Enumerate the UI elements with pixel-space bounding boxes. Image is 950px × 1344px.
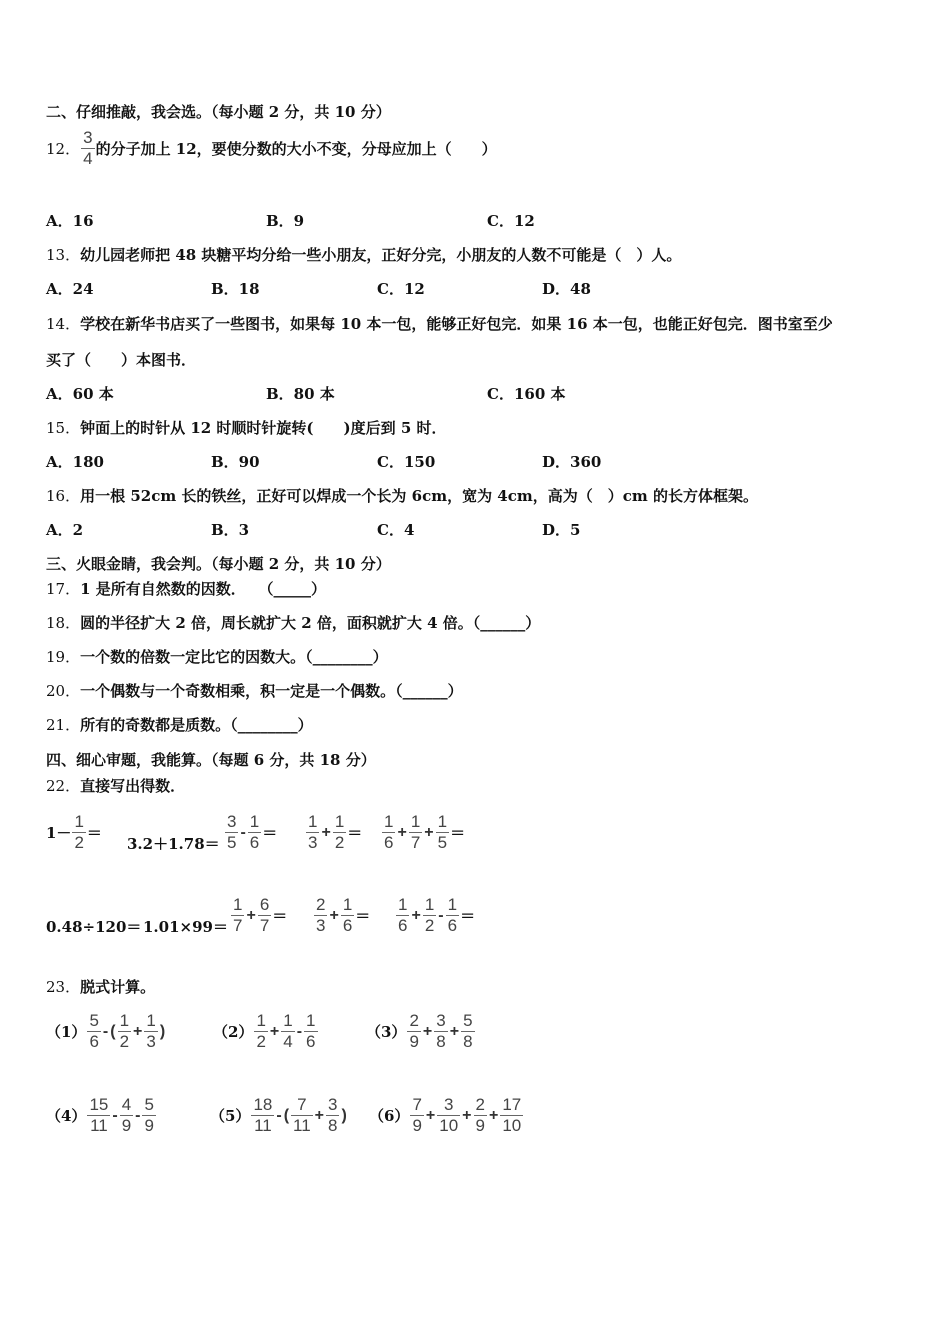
question-text: 脱式计算。: [80, 978, 156, 996]
question-number: 17．: [46, 580, 81, 598]
section-4-heading: 四、细心审题，我能算。（每题 6 分，共 18 分）: [46, 751, 376, 769]
option-d[interactable]: D．360: [542, 453, 602, 471]
option-d[interactable]: D．48: [542, 280, 591, 298]
calc-item-5: （5） $\frac{18}{11}$ - ( $\frac{7}{11}$ + $\frac{3}{8}$ ): [210, 1095, 347, 1135]
question-14: [46, 314, 833, 334]
section-2-heading: 二、仔细推敲，我会选。（每小题 2 分，共 10 分）: [46, 103, 391, 121]
question-text: 的分子加上 12，要使分数的大小不变，分母应加上（ ）: [95, 140, 497, 158]
option-c[interactable]: C．12: [487, 212, 535, 230]
expression-2-3: $\frac{1}{7}$ + $\frac{6}{7}$ ＝: [233, 895, 288, 935]
calc-item-3: （3） $\frac{2}{9}$ + $\frac{3}{8}$ + $\frac{5}{8}$: [366, 1011, 473, 1051]
question-text: 圆的半径扩大 2 倍，周长就扩大 2 倍，面积就扩大 4 倍。（______）: [80, 614, 541, 632]
question-number: 15．: [46, 419, 81, 437]
question-number: 20．: [46, 682, 81, 700]
expression-2-4: $\frac{2}{3}$ + $\frac{1}{6}$ ＝: [316, 895, 371, 935]
calc-item-1: （1） $\frac{5}{6}$ - ( $\frac{1}{2}$ + $\frac{1}{3}$ ): [46, 1011, 166, 1051]
question-number: 13．: [46, 246, 81, 264]
option-a[interactable]: A．16: [46, 212, 94, 230]
option-b[interactable]: B．3: [211, 521, 250, 539]
calc-item-6: （6） $\frac{7}{9}$ + $\frac{3}{10}$ + $\frac{2}{9}$ + $\frac{17}{10}$: [369, 1095, 522, 1135]
option-a[interactable]: A．2: [46, 521, 84, 539]
question-22: [46, 776, 185, 796]
question-text: 直接写出得数．: [80, 777, 186, 795]
question-text: 所有的奇数都是质数。（________）: [80, 716, 313, 734]
question-text: 幼儿园老师把 48 块糖平均分给一些小朋友，正好分完，小朋友的人数不可能是（ ）人。: [80, 246, 682, 264]
question-13: [46, 245, 681, 265]
question-number: 23．: [46, 978, 81, 996]
option-b[interactable]: B．90: [211, 453, 260, 471]
option-a[interactable]: A．24: [46, 280, 94, 298]
option-a[interactable]: A．60 本: [46, 385, 114, 403]
option-b[interactable]: B．9: [266, 212, 305, 230]
option-c[interactable]: C．12: [377, 280, 425, 298]
question-14-line-2: 买了（ ）本图书．: [46, 351, 197, 369]
option-c[interactable]: C．4: [377, 521, 415, 539]
expression-1-2: 3.2＋1.78＝: [127, 835, 220, 853]
calc-item-2: （2） $\frac{1}{2}$ + $\frac{1}{4}$ - $\frac{1}{6}$: [213, 1011, 316, 1051]
question-text: 钟面上的时针从 12 时顺时针旋转( )度后到 5 时．: [80, 419, 447, 437]
question-text: 用一根 52cm 长的铁丝，正好可以焊成一个长为 6cm，宽为 4cm，高为（ ）cm 的长方体框架。: [80, 487, 758, 505]
option-d[interactable]: D．5: [542, 521, 581, 539]
question-number: 22．: [46, 777, 81, 795]
question-text: 一个偶数与一个奇数相乘，积一定是一个偶数。（______）: [80, 682, 463, 700]
question-text: 学校在新华书店买了一些图书，如果每 10 本一包，能够正好包完．如果 16 本一包，也能正好包完．图书室至少: [80, 315, 833, 333]
question-19: [46, 647, 388, 667]
question-number: 12．: [46, 140, 81, 158]
option-c[interactable]: C．160 本: [487, 385, 566, 403]
option-c[interactable]: C．150: [377, 453, 436, 471]
question-number: 14．: [46, 315, 81, 333]
expression-1-1: 1－ $\frac{1}{2}$ ＝: [46, 812, 102, 852]
question-18: [46, 613, 540, 633]
question-16: [46, 486, 758, 506]
option-b[interactable]: B．18: [211, 280, 260, 298]
calc-item-4: （4） $\frac{15}{11}$ - $\frac{4}{9}$ - $\frac{5}{9}$: [46, 1095, 154, 1135]
question-20: [46, 681, 463, 701]
question-number: 21．: [46, 716, 81, 734]
fraction: $\frac{3}{4}$: [83, 128, 93, 168]
expression-2-2: 1.01×99＝: [143, 918, 228, 936]
expression-2-1: 0.48÷120＝: [46, 918, 142, 936]
expression-1-4: $\frac{1}{3}$ + $\frac{1}{2}$ ＝: [308, 812, 363, 852]
expression-1-3: $\frac{3}{5}$ - $\frac{1}{6}$ ＝: [227, 812, 278, 852]
section-3-heading: 三、火眼金睛，我会判。（每小题 2 分，共 10 分）: [46, 555, 391, 573]
question-number: 18．: [46, 614, 81, 632]
expression-1-5: $\frac{1}{6}$ + $\frac{1}{7}$ + $\frac{1}{5}$ ＝: [384, 812, 466, 852]
expression-2-5: $\frac{1}{6}$ + $\frac{1}{2}$ - $\frac{1}{6}$ ＝: [398, 895, 476, 935]
question-15: [46, 418, 447, 438]
option-a[interactable]: A．180: [46, 453, 104, 471]
question-number: 16．: [46, 487, 81, 505]
option-b[interactable]: B．80 本: [266, 385, 335, 403]
question-23: [46, 977, 155, 997]
question-number: 19．: [46, 648, 81, 666]
question-21: [46, 715, 313, 735]
question-17: [46, 579, 326, 599]
question-12: [46, 128, 497, 169]
question-text: 1 是所有自然数的因数． （_____）: [80, 580, 326, 598]
question-text: 一个数的倍数一定比它的因数大。（________）: [80, 648, 388, 666]
